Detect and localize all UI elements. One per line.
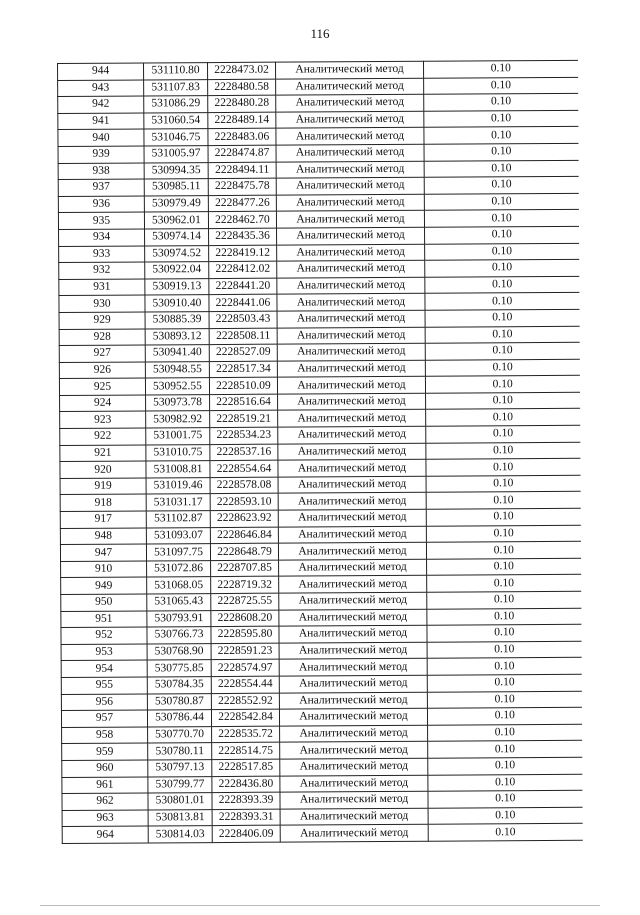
point-number-cell: 920 <box>60 461 146 478</box>
method-cell: Аналитический метод <box>279 559 427 576</box>
method-cell: Аналитический метод <box>280 825 428 842</box>
y-coordinate-cell: 2228480.28 <box>208 95 276 112</box>
point-number-cell: 930 <box>59 295 145 312</box>
accuracy-cell: 0.10 <box>426 442 580 460</box>
method-cell: Аналитический метод <box>278 443 426 460</box>
accuracy-cell: 0.10 <box>428 824 582 842</box>
y-coordinate-cell: 2228436.80 <box>212 776 280 793</box>
method-cell: Аналитический метод <box>277 294 425 311</box>
accuracy-cell: 0.10 <box>424 210 578 228</box>
accuracy-cell: 0.10 <box>425 243 579 261</box>
method-cell: Аналитический метод <box>279 576 427 593</box>
point-number-cell: 927 <box>59 345 145 362</box>
method-cell: Аналитический метод <box>278 542 426 559</box>
x-coordinate-cell: 530801.01 <box>148 793 212 810</box>
y-coordinate-cell: 2228510.09 <box>209 377 277 394</box>
method-cell: Аналитический метод <box>279 659 427 676</box>
y-coordinate-cell: 2228503.43 <box>209 311 277 328</box>
y-coordinate-cell: 2228474.87 <box>208 145 276 162</box>
y-coordinate-cell: 2228517.34 <box>209 361 277 378</box>
y-coordinate-cell: 2228475.78 <box>208 178 276 195</box>
x-coordinate-cell: 531097.75 <box>146 544 210 561</box>
method-cell: Аналитический метод <box>279 609 427 626</box>
y-coordinate-cell: 2228527.09 <box>209 344 277 361</box>
point-number-cell: 918 <box>60 494 146 511</box>
x-coordinate-cell: 530979.49 <box>144 195 208 212</box>
point-number-cell: 910 <box>61 561 147 578</box>
x-coordinate-cell: 531086.29 <box>144 96 208 113</box>
method-cell: Аналитический метод <box>275 61 423 78</box>
accuracy-cell: 0.10 <box>426 475 580 493</box>
accuracy-cell: 0.10 <box>427 558 581 576</box>
point-number-cell: 935 <box>58 212 144 229</box>
x-coordinate-cell: 531110.80 <box>144 63 208 80</box>
accuracy-cell: 0.10 <box>428 741 582 759</box>
point-number-cell: 925 <box>59 378 145 395</box>
y-coordinate-cell: 2228608.20 <box>211 610 279 627</box>
point-number-cell: 953 <box>61 644 147 661</box>
method-cell: Аналитический метод <box>278 460 426 477</box>
accuracy-cell: 0.10 <box>427 691 581 709</box>
y-coordinate-cell: 2228552.92 <box>211 693 279 710</box>
method-cell: Аналитический метод <box>278 476 426 493</box>
x-coordinate-cell: 530784.35 <box>147 677 211 694</box>
accuracy-cell: 0.10 <box>426 392 580 410</box>
accuracy-cell: 0.10 <box>426 425 580 443</box>
accuracy-cell: 0.10 <box>427 608 581 626</box>
accuracy-cell: 0.10 <box>424 127 578 145</box>
x-coordinate-cell: 531065.43 <box>147 594 211 611</box>
method-cell: Аналитический метод <box>277 277 425 294</box>
y-coordinate-cell: 2228707.85 <box>211 560 279 577</box>
point-number-cell: 947 <box>60 544 146 561</box>
y-coordinate-cell: 2228435.36 <box>209 228 277 245</box>
y-coordinate-cell: 2228542.84 <box>211 709 279 726</box>
x-coordinate-cell: 530780.87 <box>147 693 211 710</box>
x-coordinate-cell: 530814.03 <box>148 826 212 843</box>
y-coordinate-cell: 2228646.84 <box>210 527 278 544</box>
x-coordinate-cell: 530919.13 <box>145 278 209 295</box>
x-coordinate-cell: 531019.46 <box>146 477 210 494</box>
y-coordinate-cell: 2228623.92 <box>210 510 278 527</box>
point-number-cell: 923 <box>60 411 146 428</box>
x-coordinate-cell: 530910.40 <box>145 295 209 312</box>
x-coordinate-cell: 530973.78 <box>146 394 210 411</box>
x-coordinate-cell: 530952.55 <box>145 378 209 395</box>
point-number-cell: 951 <box>61 611 147 628</box>
x-coordinate-cell: 530948.55 <box>145 361 209 378</box>
accuracy-cell: 0.10 <box>425 309 579 327</box>
x-coordinate-cell: 530813.81 <box>148 809 212 826</box>
x-coordinate-cell: 530786.44 <box>147 710 211 727</box>
point-number-cell: 952 <box>61 627 147 644</box>
accuracy-cell: 0.10 <box>427 674 581 692</box>
accuracy-cell: 0.10 <box>425 342 579 360</box>
accuracy-cell: 0.10 <box>426 525 580 543</box>
x-coordinate-cell: 530974.52 <box>145 245 209 262</box>
point-number-cell: 917 <box>60 511 146 528</box>
point-number-cell: 934 <box>59 229 145 246</box>
y-coordinate-cell: 2228554.44 <box>211 676 279 693</box>
accuracy-cell: 0.10 <box>426 492 580 510</box>
accuracy-cell: 0.10 <box>426 409 580 427</box>
method-cell: Аналитический метод <box>280 775 428 792</box>
method-cell: Аналитический метод <box>276 194 424 211</box>
x-coordinate-cell: 531031.17 <box>146 494 210 511</box>
accuracy-cell: 0.10 <box>425 326 579 344</box>
accuracy-cell: 0.10 <box>426 542 580 560</box>
point-number-cell: 950 <box>61 594 147 611</box>
y-coordinate-cell: 2228489.14 <box>208 112 276 129</box>
accuracy-cell: 0.10 <box>425 293 579 311</box>
x-coordinate-cell: 530941.40 <box>145 345 209 362</box>
method-cell: Аналитический метод <box>277 260 425 277</box>
point-number-cell: 963 <box>62 810 148 827</box>
y-coordinate-cell: 2228593.10 <box>210 494 278 511</box>
x-coordinate-cell: 530962.01 <box>144 212 208 229</box>
method-cell: Аналитический метод <box>278 426 426 443</box>
accuracy-cell: 0.10 <box>425 276 579 294</box>
x-coordinate-cell: 530974.14 <box>145 229 209 246</box>
y-coordinate-cell: 2228595.80 <box>211 626 279 643</box>
x-coordinate-cell: 530770.70 <box>148 726 212 743</box>
method-cell: Аналитический метод <box>278 410 426 427</box>
point-number-cell: 964 <box>62 826 148 843</box>
y-coordinate-cell: 2228441.20 <box>209 278 277 295</box>
point-number-cell: 932 <box>59 262 145 279</box>
y-coordinate-cell: 2228473.02 <box>208 62 276 79</box>
point-number-cell: 919 <box>60 478 146 495</box>
accuracy-cell: 0.10 <box>424 176 578 194</box>
accuracy-cell: 0.10 <box>428 757 582 775</box>
x-coordinate-cell: 531010.75 <box>146 444 210 461</box>
method-cell: Аналитический метод <box>277 360 425 377</box>
point-number-cell: 943 <box>58 80 144 97</box>
x-coordinate-cell: 530793.91 <box>147 610 211 627</box>
method-cell: Аналитический метод <box>277 343 425 360</box>
coordinates-table <box>57 60 582 844</box>
y-coordinate-cell: 2228534.23 <box>210 427 278 444</box>
point-number-cell: 948 <box>60 528 146 545</box>
y-coordinate-cell: 2228519.21 <box>210 411 278 428</box>
point-number-cell: 940 <box>58 129 144 146</box>
method-cell: Аналитический метод <box>276 111 424 128</box>
accuracy-cell: 0.10 <box>427 624 581 642</box>
method-cell: Аналитический метод <box>277 377 425 394</box>
y-coordinate-cell: 2228516.64 <box>210 394 278 411</box>
point-number-cell: 962 <box>62 793 148 810</box>
method-cell: Аналитический метод <box>279 675 427 692</box>
accuracy-cell: 0.10 <box>424 160 578 178</box>
point-number-cell: 922 <box>60 428 146 445</box>
method-cell: Аналитический метод <box>277 310 425 327</box>
method-cell: Аналитический метод <box>279 692 427 709</box>
y-coordinate-cell: 2228517.85 <box>212 759 280 776</box>
accuracy-cell: 0.10 <box>426 508 580 526</box>
point-number-cell: 942 <box>58 96 144 113</box>
page-bottom-edge <box>40 905 600 906</box>
method-cell: Аналитический метод <box>279 642 427 659</box>
accuracy-cell: 0.10 <box>424 110 578 128</box>
x-coordinate-cell: 530982.92 <box>146 411 210 428</box>
page-number: 116 <box>310 26 330 41</box>
point-number-cell: 954 <box>61 660 147 677</box>
method-cell: Аналитический метод <box>276 128 424 145</box>
method-cell: Аналитический метод <box>276 94 424 111</box>
method-cell: Аналитический метод <box>276 78 424 95</box>
method-cell: Аналитический метод <box>277 327 425 344</box>
point-number-cell: 938 <box>58 163 144 180</box>
x-coordinate-cell: 530766.73 <box>147 627 211 644</box>
y-coordinate-cell: 2228554.64 <box>210 460 278 477</box>
point-number-cell: 937 <box>58 179 144 196</box>
method-cell: Аналитический метод <box>280 725 428 742</box>
x-coordinate-cell: 530768.90 <box>147 643 211 660</box>
y-coordinate-cell: 2228578.08 <box>210 477 278 494</box>
accuracy-cell: 0.10 <box>427 641 581 659</box>
point-number-cell: 936 <box>58 196 144 213</box>
accuracy-cell: 0.10 <box>427 591 581 609</box>
method-cell: Аналитический метод <box>280 808 428 825</box>
y-coordinate-cell: 2228393.31 <box>212 809 280 826</box>
point-number-cell: 955 <box>61 677 147 694</box>
accuracy-cell: 0.10 <box>427 575 581 593</box>
point-number-cell: 924 <box>60 395 146 412</box>
x-coordinate-cell: 531068.05 <box>147 577 211 594</box>
x-coordinate-cell: 530775.85 <box>147 660 211 677</box>
y-coordinate-cell: 2228514.75 <box>212 742 280 759</box>
point-number-cell: 928 <box>59 328 145 345</box>
accuracy-cell: 0.10 <box>428 774 582 792</box>
y-coordinate-cell: 2228477.26 <box>208 195 276 212</box>
accuracy-cell: 0.10 <box>423 60 577 78</box>
method-cell: Аналитический метод <box>276 211 424 228</box>
point-number-cell: 933 <box>59 245 145 262</box>
point-number-cell: 956 <box>61 694 147 711</box>
x-coordinate-cell: 531102.87 <box>146 511 210 528</box>
y-coordinate-cell: 2228719.32 <box>211 577 279 594</box>
accuracy-cell: 0.10 <box>424 94 578 112</box>
x-coordinate-cell: 530985.11 <box>144 179 208 196</box>
point-number-cell: 959 <box>62 743 148 760</box>
point-number-cell: 960 <box>62 760 148 777</box>
method-cell: Аналитический метод <box>280 791 428 808</box>
y-coordinate-cell: 2228537.16 <box>210 444 278 461</box>
y-coordinate-cell: 2228483.06 <box>208 129 276 146</box>
accuracy-cell: 0.10 <box>425 259 579 277</box>
accuracy-cell: 0.10 <box>424 193 578 211</box>
method-cell: Аналитический метод <box>279 708 427 725</box>
x-coordinate-cell: 531060.54 <box>144 112 208 129</box>
point-number-cell: 944 <box>58 63 144 80</box>
y-coordinate-cell: 2228508.11 <box>209 328 277 345</box>
y-coordinate-cell: 2228535.72 <box>212 726 280 743</box>
point-number-cell: 958 <box>62 727 148 744</box>
point-number-cell: 921 <box>60 445 146 462</box>
x-coordinate-cell: 530893.12 <box>145 328 209 345</box>
x-coordinate-cell: 531001.75 <box>146 428 210 445</box>
accuracy-cell: 0.10 <box>425 376 579 394</box>
method-cell: Аналитический метод <box>278 493 426 510</box>
x-coordinate-cell: 530922.04 <box>145 262 209 279</box>
method-cell: Аналитический метод <box>277 227 425 244</box>
y-coordinate-cell: 2228494.11 <box>208 162 276 179</box>
method-cell: Аналитический метод <box>276 161 424 178</box>
point-number-cell: 961 <box>62 776 148 793</box>
y-coordinate-cell: 2228591.23 <box>211 643 279 660</box>
method-cell: Аналитический метод <box>278 393 426 410</box>
accuracy-cell: 0.10 <box>428 790 582 808</box>
x-coordinate-cell: 531093.07 <box>146 527 210 544</box>
y-coordinate-cell: 2228412.02 <box>209 261 277 278</box>
accuracy-cell: 0.10 <box>428 724 582 742</box>
point-number-cell: 931 <box>59 279 145 296</box>
y-coordinate-cell: 2228462.70 <box>208 212 276 229</box>
y-coordinate-cell: 2228480.58 <box>208 79 276 96</box>
x-coordinate-cell: 531046.75 <box>144 129 208 146</box>
x-coordinate-cell: 530994.35 <box>144 162 208 179</box>
method-cell: Аналитический метод <box>278 526 426 543</box>
x-coordinate-cell: 531107.83 <box>144 79 208 96</box>
y-coordinate-cell: 2228419.12 <box>209 245 277 262</box>
point-number-cell: 929 <box>59 312 145 329</box>
method-cell: Аналитический метод <box>277 244 425 261</box>
point-number-cell: 957 <box>61 710 147 727</box>
accuracy-cell: 0.10 <box>427 658 581 676</box>
accuracy-cell: 0.10 <box>424 143 578 161</box>
x-coordinate-cell: 530885.39 <box>145 311 209 328</box>
table-row <box>62 824 582 844</box>
method-cell: Аналитический метод <box>279 625 427 642</box>
accuracy-cell: 0.10 <box>427 707 581 725</box>
method-cell: Аналитический метод <box>276 144 424 161</box>
x-coordinate-cell: 531005.97 <box>144 146 208 163</box>
accuracy-cell: 0.10 <box>425 226 579 244</box>
accuracy-cell: 0.10 <box>428 807 582 825</box>
method-cell: Аналитический метод <box>276 177 424 194</box>
y-coordinate-cell: 2228725.55 <box>211 593 279 610</box>
x-coordinate-cell: 531008.81 <box>146 461 210 478</box>
y-coordinate-cell: 2228393.39 <box>212 792 280 809</box>
coordinates-table-body <box>58 60 583 843</box>
accuracy-cell: 0.10 <box>426 459 580 477</box>
x-coordinate-cell: 530780.11 <box>148 743 212 760</box>
method-cell: Аналитический метод <box>279 592 427 609</box>
y-coordinate-cell: 2228648.79 <box>210 543 278 560</box>
method-cell: Аналитический метод <box>278 509 426 526</box>
method-cell: Аналитический метод <box>280 742 428 759</box>
method-cell: Аналитический метод <box>280 758 428 775</box>
accuracy-cell: 0.10 <box>425 359 579 377</box>
y-coordinate-cell: 2228406.09 <box>212 825 280 842</box>
y-coordinate-cell: 2228574.97 <box>211 660 279 677</box>
point-number-cell: 949 <box>61 577 147 594</box>
y-coordinate-cell: 2228441.06 <box>209 294 277 311</box>
point-number-cell: 939 <box>58 146 144 163</box>
x-coordinate-cell: 531072.86 <box>147 560 211 577</box>
x-coordinate-cell: 530799.77 <box>148 776 212 793</box>
x-coordinate-cell: 530797.13 <box>148 760 212 777</box>
accuracy-cell: 0.10 <box>424 77 578 95</box>
point-number-cell: 926 <box>59 362 145 379</box>
point-number-cell: 941 <box>58 113 144 130</box>
